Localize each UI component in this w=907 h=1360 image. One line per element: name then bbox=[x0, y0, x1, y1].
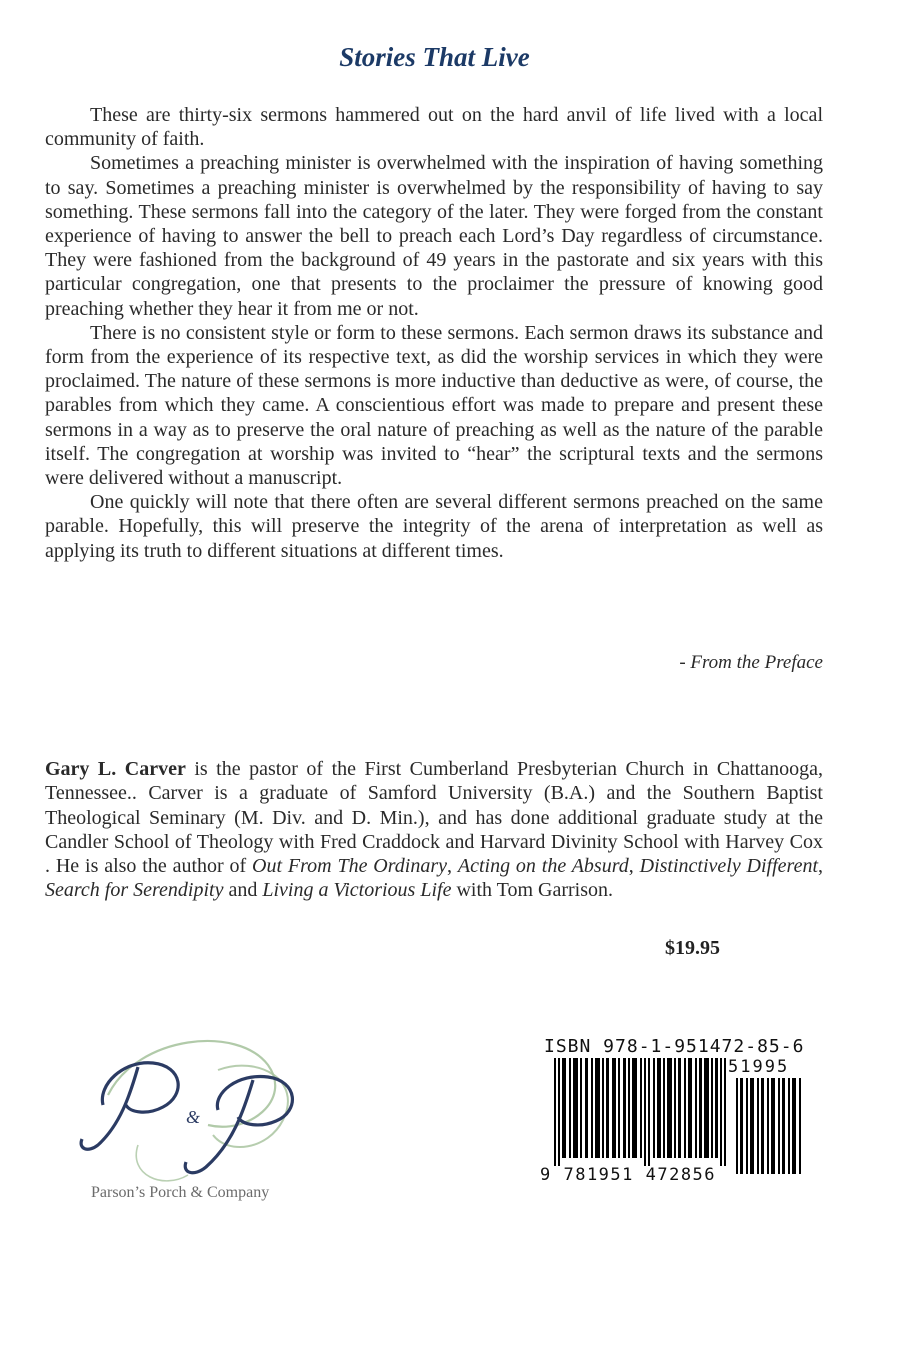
preface-paragraph: There is no consistent style or form to these sermons. Each sermon draws its substance and form from the experience of its respective text, as did the worship services in which they were proclaimed. The nature of these sermons is more inductive than deductive as were, of course, the parables from which they came. A conscientious effort was made to prepare and present these sermons in a way as to preserve the oral nature of preaching as well as the nature of the parable itself. The congregation at worship was invited to “hear” the scriptural texts and the sermons were delivered without a manuscript. bbox=[45, 321, 823, 490]
author-bio: Gary L. Carver is the pastor of the First Cumberland Presbyterian Church in Chattanooga, Tennessee.. Carver is a graduate of Samford University (B.A.) and the Southern Baptist Theological Seminary (M. Div. and D. Min.), and has done additional graduate study at the Candler School of Theology with Fred Craddock and Harvard Divinity School with Harvey Cox . He is also the author of Out From The Ordinary, Acting on the Absurd, Distinctively Different, Search for Serendipity and Living a Victorious Life with Tom Garrison. bbox=[45, 758, 824, 902]
bio-text: is the pastor of the First Cumberland Presbyterian Church in Chattanooga, Tennessee.. Carver is a graduate of Samford University (B.A.) and the Southern Baptist Theological Seminary (M. Div. and D. Min.), and has done additional graduate study at the Candler School of Theology with Fred Craddock and Harvard Divinity School with Harvey Cox . He is also the author of bbox=[45, 758, 823, 878]
barcode-price-code: 51995 bbox=[728, 1057, 790, 1077]
book-title-ref: Acting on the Absurd bbox=[457, 855, 629, 878]
book-title-ref: Distinctively Different bbox=[639, 855, 819, 878]
publisher-name: Parson’s Porch & Company bbox=[91, 1184, 270, 1201]
price: $19.95 bbox=[665, 937, 720, 959]
svg-text:&: & bbox=[186, 1107, 201, 1127]
preface-paragraph: These are thirty-six sermons hammered out on the hard anvil of life lived with a local community of faith. bbox=[45, 104, 823, 151]
barcode-ean-digits: 9 781951 472856 bbox=[540, 1165, 717, 1185]
book-title-ref: Out From The Ordinary bbox=[252, 855, 448, 878]
author-name: Gary L. Carver bbox=[45, 758, 186, 780]
book-title-ref: Living a Victorious Life bbox=[262, 879, 452, 902]
preface-excerpt bbox=[45, 103, 823, 563]
book-title-ref: Search for Serendipity bbox=[45, 879, 224, 902]
preface-paragraph: Sometimes a preaching minister is overwhelmed with the inspiration of having something to say. Sometimes a preaching minister is overwhelmed by the responsibility of having to say something. These sermons fall into the category of the later. They were forged from the constant experience of having to answer the bell to preach each Lord’s Day regardless of circumstance. They were fashioned from the background of 49 years in the pastorate and six years with this particular congregation, one that presents to the proclaimer the pressure of knowing good preaching whether they hear it from me or not. bbox=[45, 152, 823, 320]
preface-paragraph: One quickly will note that there often are several different sermons preached on the same parable. Hopefully, this will preserve the integrity of the arena of interpretation as well as applying its truth to different situations at different times. bbox=[45, 491, 823, 562]
preface-attribution: - From the Preface bbox=[679, 652, 823, 673]
book-title: Stories That Live bbox=[339, 42, 530, 72]
isbn-label: ISBN 978-1-951472-85-6 bbox=[544, 1036, 805, 1057]
bio-text: with Tom Garrison. bbox=[451, 879, 614, 902]
